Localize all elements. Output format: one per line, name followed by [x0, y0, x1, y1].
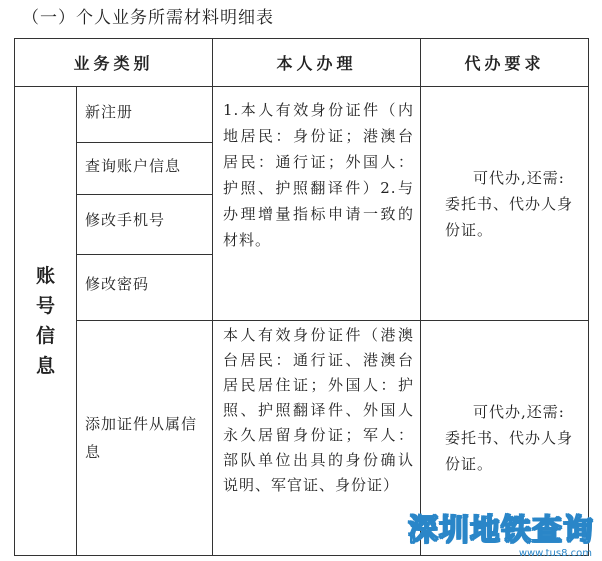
- table-row: [15, 87, 589, 143]
- header-self: 本人办理: [213, 39, 421, 87]
- self-requirements-2: 本人有效身份证件（港澳台居民：通行证、港澳台居民居住证；外国人：护照、护照翻译件、外国人永久居留身份证；军人：部队单位出具的身份确认说明、军官证、身份证）: [213, 321, 421, 556]
- subcategory-change-password: 修改密码: [77, 255, 213, 321]
- header-row: [15, 39, 589, 87]
- agent-docs-label: 委托书、代办人身份证。: [445, 194, 574, 239]
- materials-table: [14, 38, 589, 556]
- main-category-cell: [15, 87, 77, 556]
- agent-docs-label: 委托书、代办人身份证。: [445, 429, 574, 473]
- agent-allowed-label: 可代办,还需:: [473, 168, 565, 187]
- subcategory-new-register: 新注册: [77, 87, 213, 143]
- header-agent: 代办要求: [421, 39, 589, 87]
- self-requirements-1: 1.本人有效身份证件（内地居民：身份证；港澳台居民：通行证；外国人：护照、护照翻译件）2.与办理增量指标申请一致的材料。: [213, 87, 421, 321]
- subcategory-change-phone: 修改手机号: [77, 195, 213, 255]
- header-category: 业务类别: [15, 39, 213, 87]
- subcategory-add-id-info: 添加证件从属信息: [77, 321, 213, 556]
- watermark-url: www.tus8.com: [518, 548, 592, 559]
- watermark-logo: 深圳地铁查询: [408, 513, 594, 548]
- page-title: （一）个人业务所需材料明细表: [22, 8, 274, 28]
- subcategory-query-account: 查询账户信息: [77, 143, 213, 195]
- agent-requirements-1: [421, 87, 589, 321]
- agent-allowed-label: 可代办,还需:: [473, 403, 565, 421]
- main-category-label: 账号信息: [35, 265, 55, 377]
